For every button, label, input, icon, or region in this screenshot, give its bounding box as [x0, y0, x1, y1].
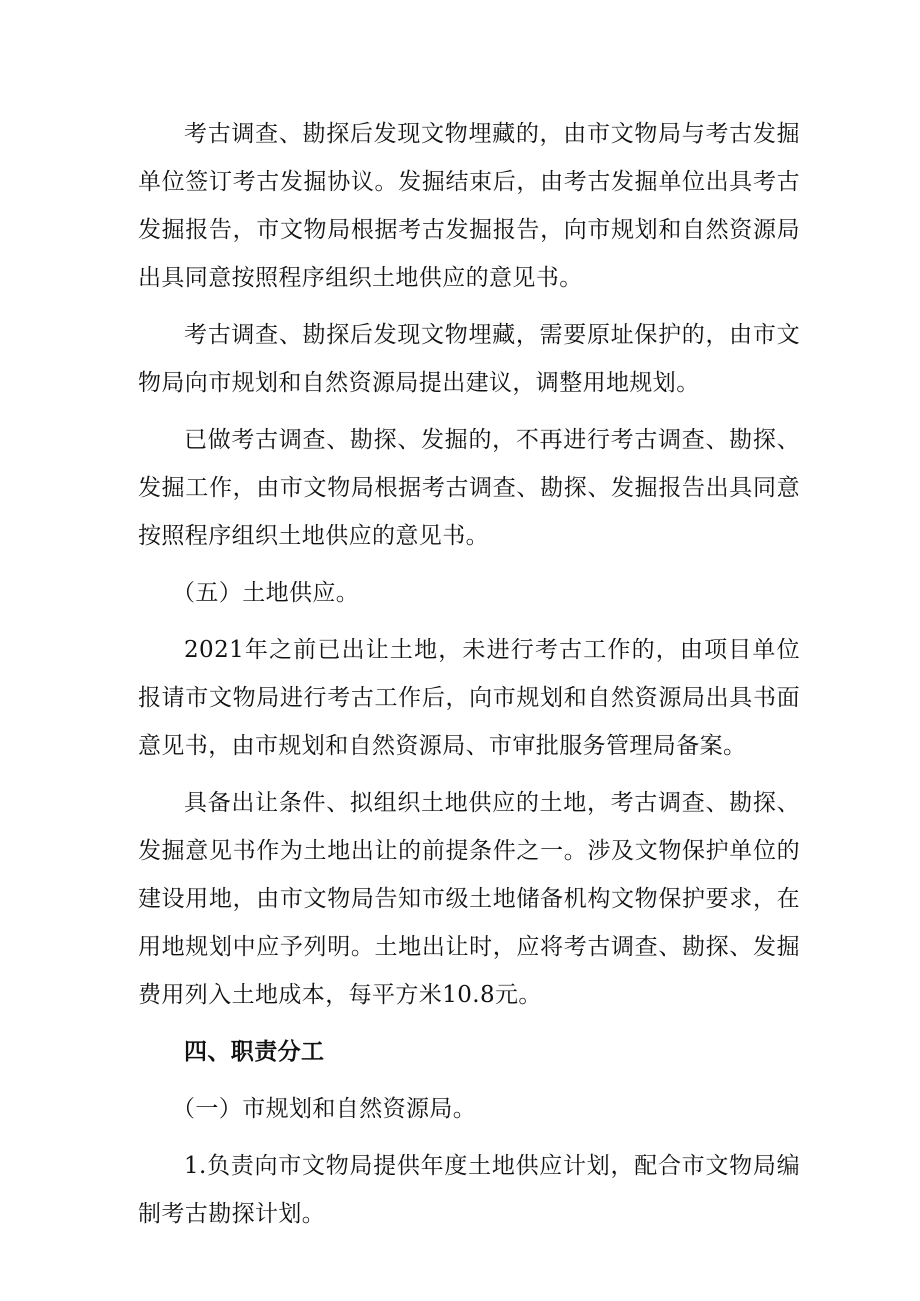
paragraph-in-situ-protection: 考古调查、勘探后发现文物埋藏，需要原址保护的，由市文物局向市规划和自然资源局提出建议，调整用地规划。 [138, 322, 800, 396]
section-heading-responsibilities: 四、职责分工 [184, 1039, 325, 1065]
paragraph-completed-surveys: 已做考古调查、勘探、发掘的，不再进行考古调查、勘探、发掘工作，由市文物局根据考古调查、勘探、发掘报告出具同意按照程序组织土地供应的意见书。 [138, 427, 800, 549]
subsection-heading-planning-bureau: （一）市规划和自然资源局。 [172, 1096, 477, 1122]
document-body [138, 110, 800, 1247]
paragraph-duty-1: 1.负责向市文物局提供年度土地供应计划，配合市文物局编制考古勘探计划。 [138, 1153, 800, 1227]
paragraph-transfer-conditions: 具备出让条件、拟组织土地供应的土地，考古调查、勘探、发掘意见书作为土地出让的前提条件之一。涉及文物保护单位的建设用地，由市文物局告知市级土地储备机构文物保护要求，在用地规划中应予列明。土地出让时，应将考古调查、勘探、发掘费用列入土地成本，每平方米10.8元。 [138, 790, 800, 1008]
paragraph-excavation-agreement: 考古调查、勘探后发现文物埋藏的，由市文物局与考古发掘单位签订考古发掘协议。发掘结束后，由考古发掘单位出具考古发掘报告，市文物局根据考古发掘报告，向市规划和自然资源局出具同意按照程序组织土地供应的意见书。 [138, 121, 800, 291]
section-heading-land-supply: （五）土地供应。 [172, 580, 360, 606]
paragraph-pre-2021-land: 2021年之前已出让土地，未进行考古工作的，由项目单位报请市文物局进行考古工作后，向市规划和自然资源局出具书面意见书，由市规划和自然资源局、市审批服务管理局备案。 [138, 637, 800, 759]
